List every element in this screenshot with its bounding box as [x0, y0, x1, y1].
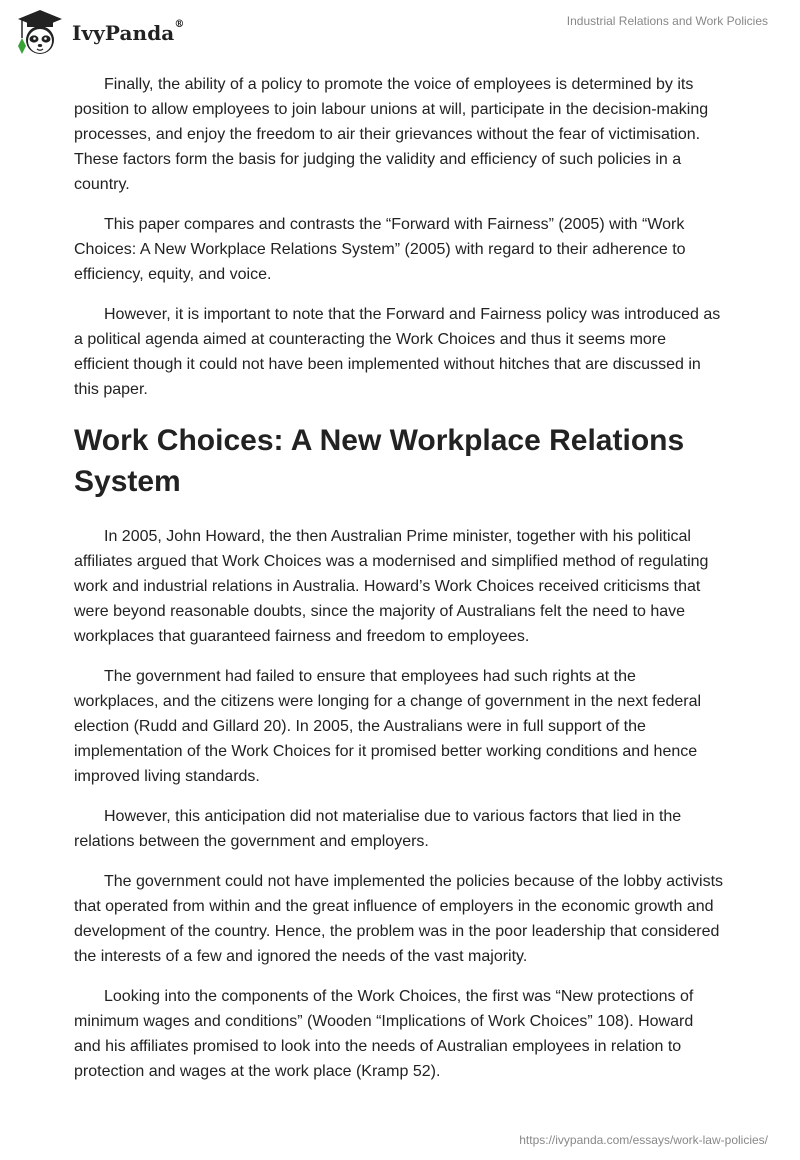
- brand-logo[interactable]: [14, 8, 184, 58]
- body-paragraph: The government could not have implemented the policies because of the lobby activists that operated from within and the great influence of employers in the economic growth and development of the country. Hence, the problem was in the poor leadership that considered the interests of a few and ignored the needs of the vast majority.: [74, 873, 724, 965]
- body-paragraph: However, it is important to note that the Forward and Fairness policy was introduced as a political agenda aimed at counteracting the Work Choices and thus it seems more efficient though it could not have been implemented without hitches that are discussed in this paper.: [74, 306, 721, 398]
- body-paragraph: However, this anticipation did not materialise due to various factors that lied in the relations between the government and employers.: [74, 808, 682, 850]
- panda-graduate-icon: [14, 8, 66, 58]
- section-heading: Work Choices: A New Workplace Relations System: [74, 424, 685, 498]
- body-paragraph: This paper compares and contrasts the “Forward with Fairness” (2005) with “Work Choices: A New Workplace Relations System” (2005) with regard to their adherence to efficiency, equity, and voice.: [74, 216, 686, 283]
- brand-name: [72, 21, 184, 45]
- body-paragraph: In 2005, John Howard, the then Australian Prime minister, together with his political affiliates argued that Work Choices was a modernised and simplified method of regulating work and industrial relations in Australia. Howard’s Work Choices received criticisms that were beyond reasonable doubts, since the majority of Australians felt the need to have workplaces that guaranteed fairness and freedom to employees.: [74, 528, 709, 645]
- source-url[interactable]: https://ivypanda.com/essays/work-law-policies/: [519, 1133, 768, 1147]
- page-header: [0, 0, 800, 64]
- document-title: Industrial Relations and Work Policies: [566, 14, 768, 28]
- body-paragraph: Finally, the ability of a policy to promote the voice of employees is determined by its position to allow employees to join labour unions at will, participate in the decision-making processes, and enjoy the freedom to air their grievances without the fear of victimisation. These factors form the basis for judging the validity and efficiency of such policies in a country.: [74, 76, 709, 193]
- essay-body: [74, 72, 724, 1099]
- body-paragraph: The government had failed to ensure that employees had such rights at the workplaces, and the citizens were longing for a change of government in the next federal election (Rudd and Gillard 20). In 2005, the Australians were in full support of the implementation of the Work Choices for it promised better working conditions and hence improved living standards.: [74, 668, 702, 785]
- brand-name-text: IvyPanda: [72, 21, 175, 45]
- registered-mark: ®: [174, 19, 185, 30]
- body-paragraph: Looking into the components of the Work Choices, the first was “New protections of minimum wages and conditions” (Wooden “Implications of Work Choices” 108). Howard and his affiliates promised to look into the needs of Australian employees in relation to protection and wages at the work place (Kramp 52).: [74, 988, 694, 1080]
